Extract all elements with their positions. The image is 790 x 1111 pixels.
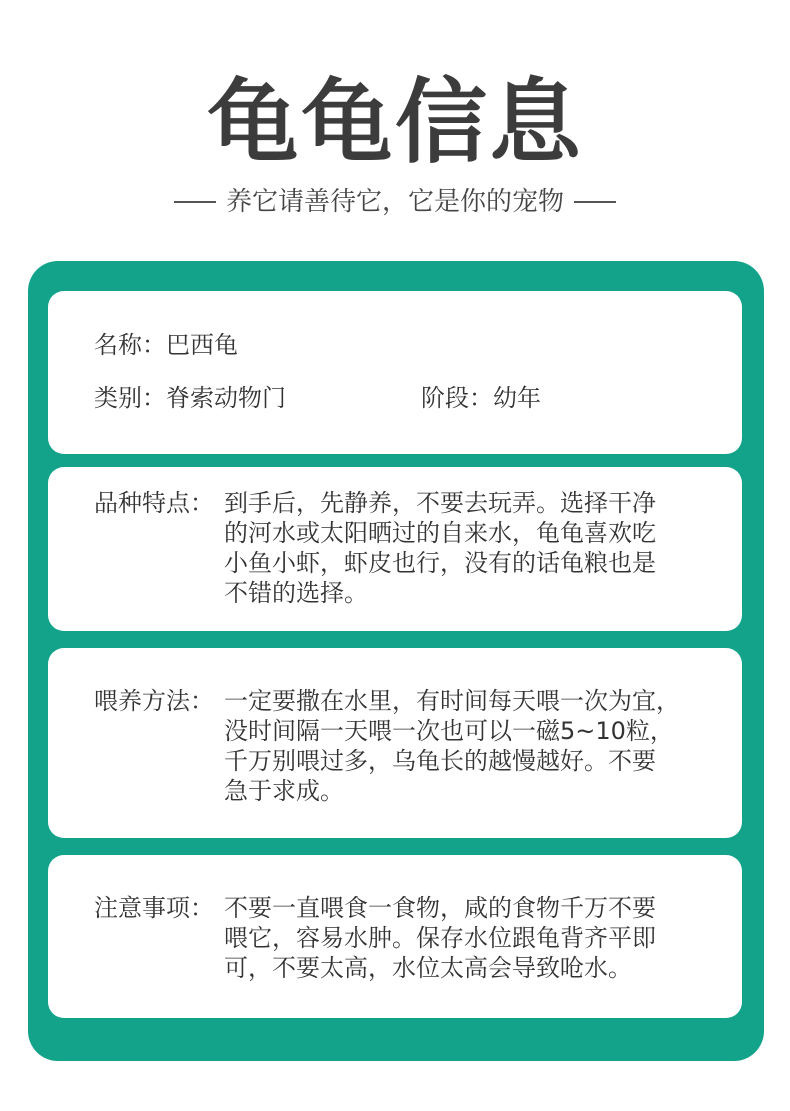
feeding-section: [94, 686, 712, 806]
name-row: [94, 329, 238, 361]
page-subtitle: 养它请善待它，它是你的宠物: [225, 187, 564, 217]
feeding-line: 没时间隔一天喂一次也可以一磁5~10粒，: [224, 717, 674, 745]
traits-text: [224, 488, 712, 608]
feeding-line: 千万别喂过多，乌龟长的越慢越好。不要: [224, 747, 656, 775]
notes-section: [94, 893, 712, 983]
category-row: [94, 382, 286, 414]
notes-card: [48, 855, 742, 1018]
left-divider: [174, 201, 216, 203]
feeding-line: 急于求成。: [224, 777, 344, 805]
feeding-label: 喂养方法：: [94, 687, 214, 715]
traits-label: 品种特点：: [94, 489, 214, 517]
stage-row: [421, 382, 541, 414]
traits-card: [48, 467, 742, 631]
subtitle-row: [0, 182, 790, 222]
page-title: 龟龟信息: [206, 69, 583, 176]
notes-text: [224, 893, 712, 983]
traits-line: 小鱼小虾，虾皮也行，没有的话龟粮也是: [224, 549, 656, 577]
basic-info-card: [48, 291, 742, 454]
right-divider: [574, 201, 616, 203]
name-value: 巴西龟: [166, 331, 238, 359]
notes-label: 注意事项：: [94, 894, 214, 922]
feeding-text: [224, 686, 712, 806]
notes-line: 不要一直喂食一食物，咸的食物千万不要: [224, 894, 656, 922]
traits-section: [94, 488, 712, 608]
traits-line: 的河水或太阳晒过的自来水，龟龟喜欢吃: [224, 519, 656, 547]
notes-line: 喂它，容易水肿。保存水位跟龟背齐平即: [224, 924, 656, 952]
stage-value: 幼年: [493, 384, 541, 412]
feeding-line: 一定要撒在水里，有时间每天喂一次为宜，: [224, 687, 680, 715]
category-label: 类别：: [94, 384, 166, 412]
stage-label: 阶段：: [421, 384, 493, 412]
category-value: 脊索动物门: [166, 384, 286, 412]
name-label: 名称：: [94, 331, 166, 359]
feeding-card: [48, 648, 742, 838]
traits-line: 到手后，先静养，不要去玩弄。选择干净: [224, 489, 656, 517]
notes-line: 可，不要太高，水位太高会导致呛水。: [224, 954, 632, 982]
traits-line: 不错的选择。: [224, 579, 368, 607]
